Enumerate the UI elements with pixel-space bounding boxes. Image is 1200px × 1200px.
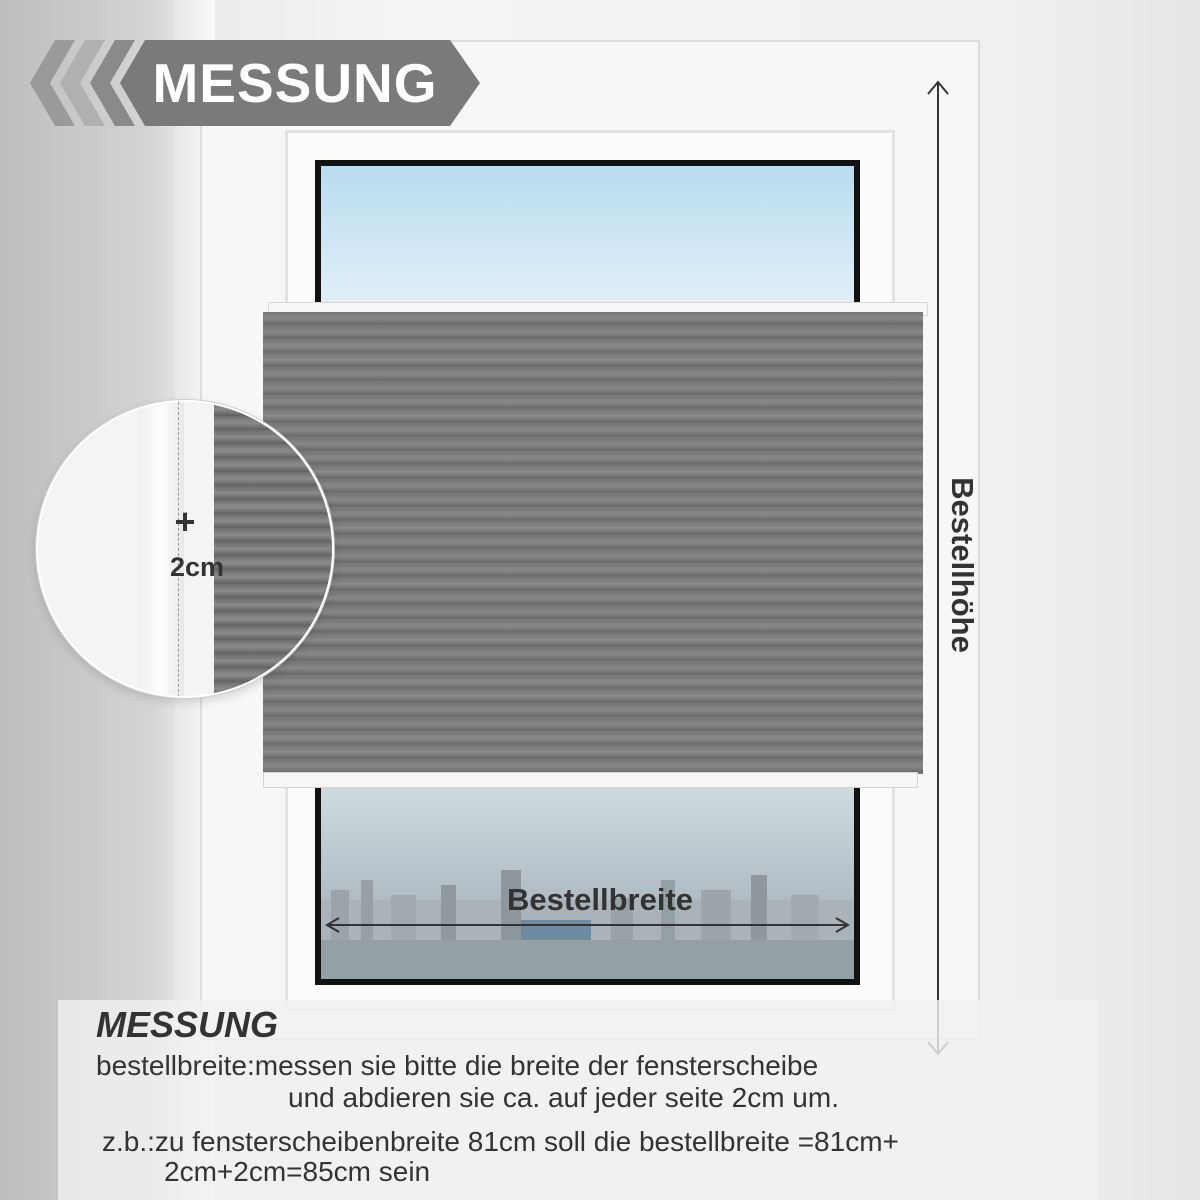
zoom-edge-line xyxy=(178,402,179,698)
example-line: z.b.:zu fensterscheibenbreite 81cm soll die bestellbreite =81cm+ xyxy=(102,1126,899,1157)
zoom-blind-detail xyxy=(214,402,334,698)
height-measure-line xyxy=(937,82,939,1052)
instruction-line: bestellbreite:messen sie bitte die breite der fensterscheibe xyxy=(96,1050,819,1081)
header-title: MESSUNG xyxy=(152,52,438,114)
zoom-detail-circle xyxy=(36,400,334,698)
pleated-blind xyxy=(263,312,923,774)
example-line: 2cm+2cm=85cm sein xyxy=(164,1156,431,1187)
blind-bottom-rail xyxy=(263,772,918,788)
arrow-up-icon xyxy=(926,78,950,102)
plus-icon: + xyxy=(174,501,196,542)
instruction-line: und abdieren sie ca. auf jeder seite 2cm um. xyxy=(288,1082,839,1113)
zoom-margin-label: 2cm xyxy=(170,552,225,582)
width-label: Bestellbreite xyxy=(506,882,694,917)
height-label: Bestellhöhe xyxy=(945,477,980,653)
instruction-title: MESSUNG xyxy=(96,1004,279,1045)
